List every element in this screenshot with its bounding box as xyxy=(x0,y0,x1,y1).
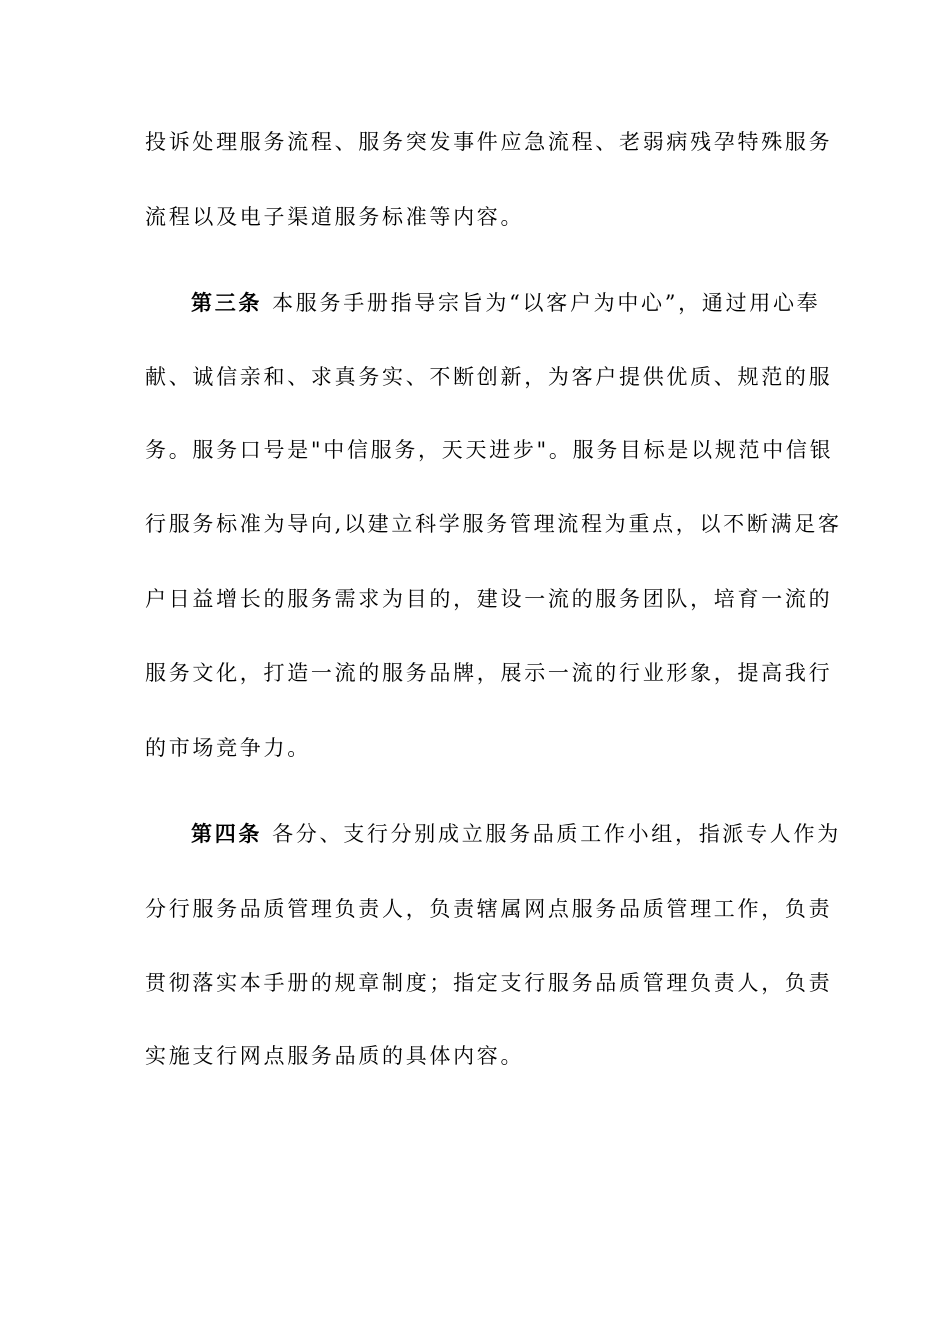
article-4-label: 第四条 xyxy=(191,821,263,846)
article-3-line-6: 服务文化，打造一流的服务品牌，展示一流的行业形象，提高我行 xyxy=(145,661,833,685)
article-4-line-4: 实施支行网点服务品质的具体内容。 xyxy=(145,1044,525,1068)
intro-line-2: 流程以及电子渠道服务标准等内容。 xyxy=(145,205,525,229)
article-3-line-3: 务。服务口号是"中信服务，天天进步"。服务目标是以规范中信银 xyxy=(145,438,834,462)
article-4-first-line xyxy=(191,821,841,847)
article-3-label: 第三条 xyxy=(191,290,263,315)
article-3-line-4: 行服务标准为导向,以建立科学服务管理流程为重点，以不断满足客 xyxy=(145,512,842,536)
article-4-line-3: 贯彻落实本手册的规章制度；指定支行服务品质管理负责人，负责 xyxy=(145,971,833,995)
article-3-first-line-text: 本服务手册指导宗旨为“以客户为中心”，通过用心奉 xyxy=(272,291,821,315)
article-4-first-line-text: 各分、支行分别成立服务品质工作小组，指派专人作为 xyxy=(272,822,841,846)
article-4-line-2: 分行服务品质管理负责人，负责辖属网点服务品质管理工作，负责 xyxy=(145,897,833,921)
article-3-line-7: 的市场竞争力。 xyxy=(145,736,311,760)
article-3-line-2: 献、诚信亲和、求真务实、不断创新，为客户提供优质、规范的服 xyxy=(145,365,833,389)
article-3-first-line xyxy=(191,290,821,316)
intro-line-1: 投诉处理服务流程、服务突发事件应急流程、老弱病残孕特殊服务 xyxy=(145,130,833,154)
article-3-line-5: 户日益增长的服务需求为目的，建设一流的服务团队，培育一流的 xyxy=(145,587,833,611)
